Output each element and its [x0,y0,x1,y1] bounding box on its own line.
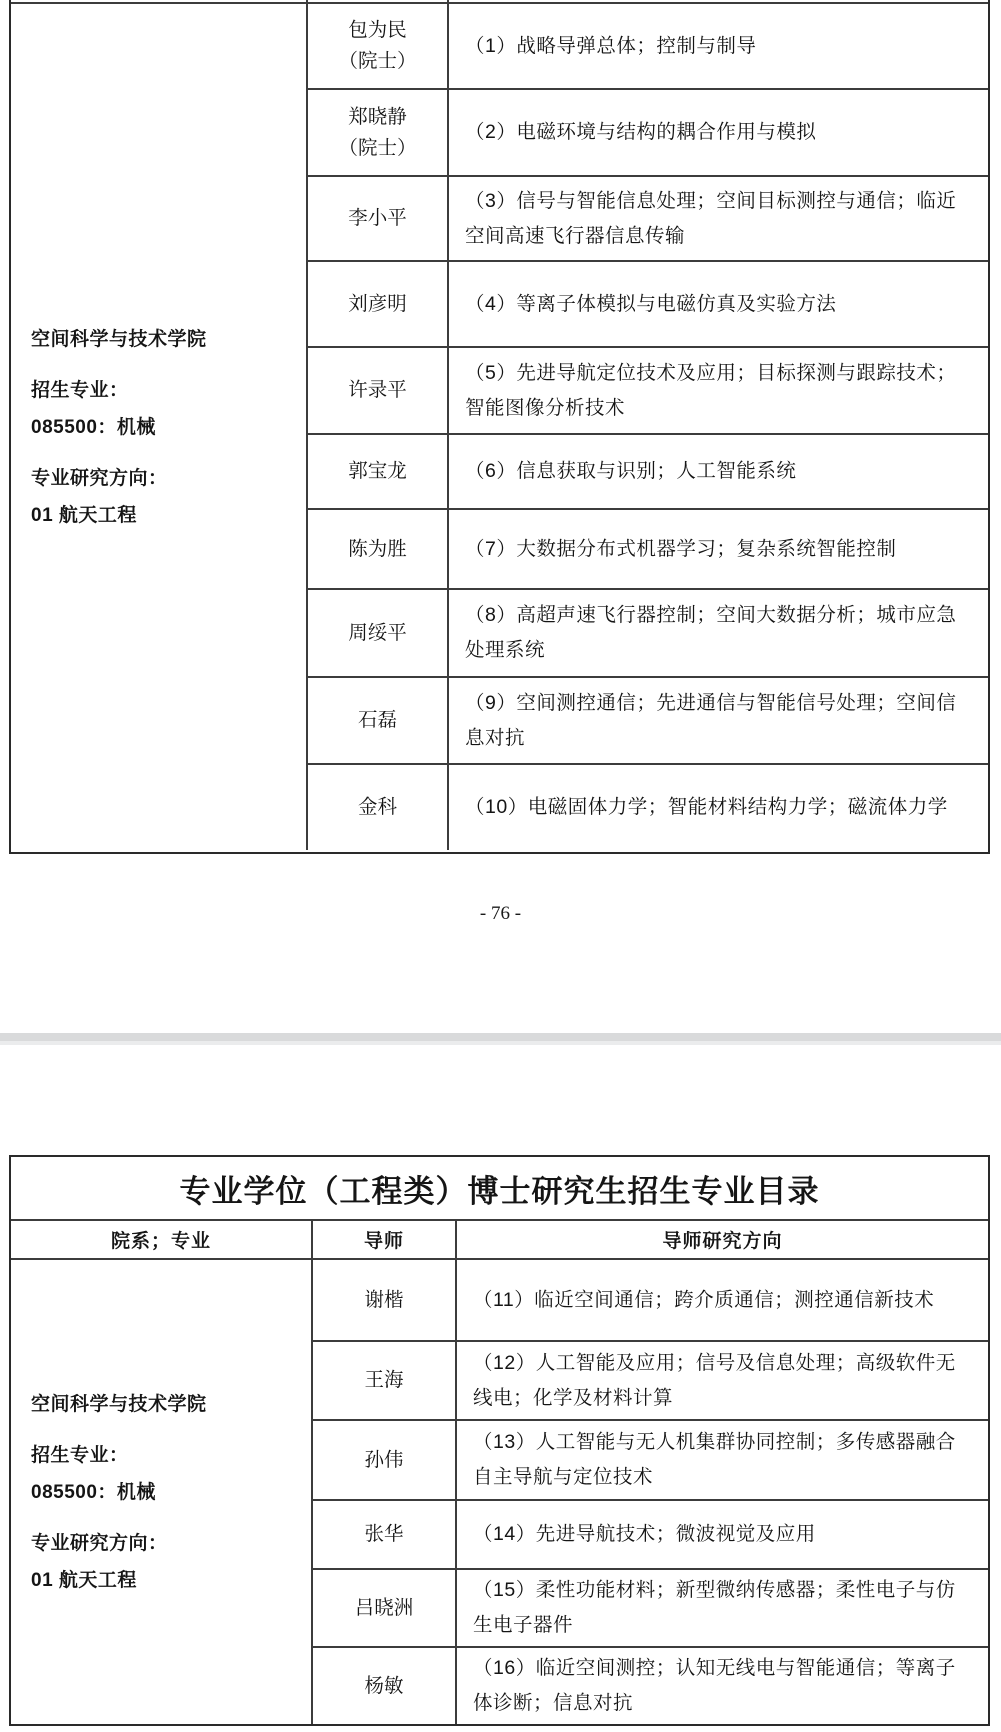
admission-major-label: 招生专业： [31,1444,129,1466]
advisor-name-cell: 李小平 [306,177,447,262]
table-row [306,4,988,90]
doctoral-directory-table-top [9,0,990,854]
advisor-name-cell: 石磊 [306,678,447,765]
table-row [306,177,988,262]
table-row [311,1421,988,1501]
page-break-divider-shadow [0,1041,1001,1045]
table-row [306,510,988,590]
college-name: 空间科学与技术学院 [31,1393,207,1415]
table-header-row [11,1221,988,1260]
advisor-name-cell: 谢楷 [311,1260,455,1342]
table-row [311,1570,988,1648]
advisor-name-cell: 吕晓洲 [311,1570,455,1648]
header-advisor: 导师 [311,1221,455,1258]
advisor-name-cell: 周绥平 [306,590,447,678]
advisor-name-cell: 陈为胜 [306,510,447,590]
table-row [306,348,988,435]
table-row [306,435,988,510]
advisor-name-cell: 郭宝龙 [306,435,447,510]
college-name: 空间科学与技术学院 [31,328,207,350]
advisor-title: （院士） [338,50,417,72]
table-row [311,1342,988,1421]
advisor-name-cell: 张华 [311,1501,455,1570]
research-direction-cell: （15）柔性功能材料；新型微纳传感器；柔性电子与仿生电子器件 [455,1570,988,1648]
research-direction-cell: （13）人工智能与无人机集群协同控制；多传感器融合自主导航与定位技术 [455,1421,988,1501]
research-direction-cell: （16）临近空间测控；认知无线电与智能通信；等离子体诊断；信息对抗 [455,1648,988,1724]
header-college-major: 院系；专业 [110,1231,211,1252]
research-direction-cell: （9）空间测控通信；先进通信与智能信号处理；空间信息对抗 [447,678,988,765]
research-direction-value: 01 航天工程 [31,504,137,526]
college-cell [11,1260,311,1724]
admission-major-label: 招生专业： [31,379,129,401]
research-direction-label: 专业研究方向： [31,1532,168,1554]
advisor-name-cell: 孙伟 [311,1421,455,1501]
research-direction-cell: （7）大数据分布式机器学习；复杂系统智能控制 [447,510,988,590]
advisor-name-cell: 杨敏 [311,1648,455,1724]
research-direction-cell: （3）信号与智能信息处理；空间目标测控与通信；临近空间高速飞行器信息传输 [447,177,988,262]
admission-major-code: 085500：机械 [31,416,156,438]
college-cell [11,4,306,850]
admission-major-code: 085500：机械 [31,1481,156,1503]
advisor-title: （院士） [338,136,417,159]
page-number: - 76 - [479,903,522,924]
research-direction-cell: （4）等离子体模拟与电磁仿真及实验方法 [447,262,988,348]
table-row [311,1260,988,1342]
advisor-name-cell: 刘彦明 [306,262,447,348]
research-direction-cell: （12）人工智能及应用；信号及信息处理；高级软件无线电；化学及材料计算 [455,1342,988,1421]
table-row [306,90,988,177]
research-direction-cell: （14）先进导航技术；微波视觉及应用 [455,1501,988,1570]
research-direction-value: 01 航天工程 [31,1569,137,1591]
advisor-name-cell: 王海 [311,1342,455,1421]
table-row [306,765,988,850]
research-direction-cell: （10）电磁固体力学；智能材料结构力学；磁流体力学 [447,765,988,850]
advisor-name-cell: 许录平 [306,348,447,435]
table-row [306,590,988,678]
research-direction-cell: （2）电磁环境与结构的耦合作用与模拟 [447,90,988,177]
table-row [306,678,988,765]
advisor-name-cell: 郑晓静 （院士） [306,90,447,177]
research-direction-cell: （1）战略导弹总体；控制与制导 [447,4,988,90]
advisor-name-cell: 包为民 （院士） [306,4,447,90]
page-break-divider [0,1033,1001,1041]
professional-degree-directory-table [9,1155,990,1726]
table-row [311,1501,988,1570]
research-direction-label: 专业研究方向： [31,467,168,489]
table-title: 专业学位（工程类）博士研究生招生专业目录 [11,1157,988,1221]
table-row [306,262,988,348]
research-direction-cell: （5）先进导航定位技术及应用；目标探测与跟踪技术；智能图像分析技术 [447,348,988,435]
advisor-name-cell: 金科 [306,765,447,850]
research-direction-cell: （6）信息获取与识别；人工智能系统 [447,435,988,510]
research-direction-cell: （11）临近空间通信；跨介质通信；测控通信新技术 [455,1260,988,1342]
table-row [311,1648,988,1724]
header-research-direction: 导师研究方向 [455,1221,988,1258]
research-direction-cell: （8）高超声速飞行器控制；空间大数据分析；城市应急处理系统 [447,590,988,678]
